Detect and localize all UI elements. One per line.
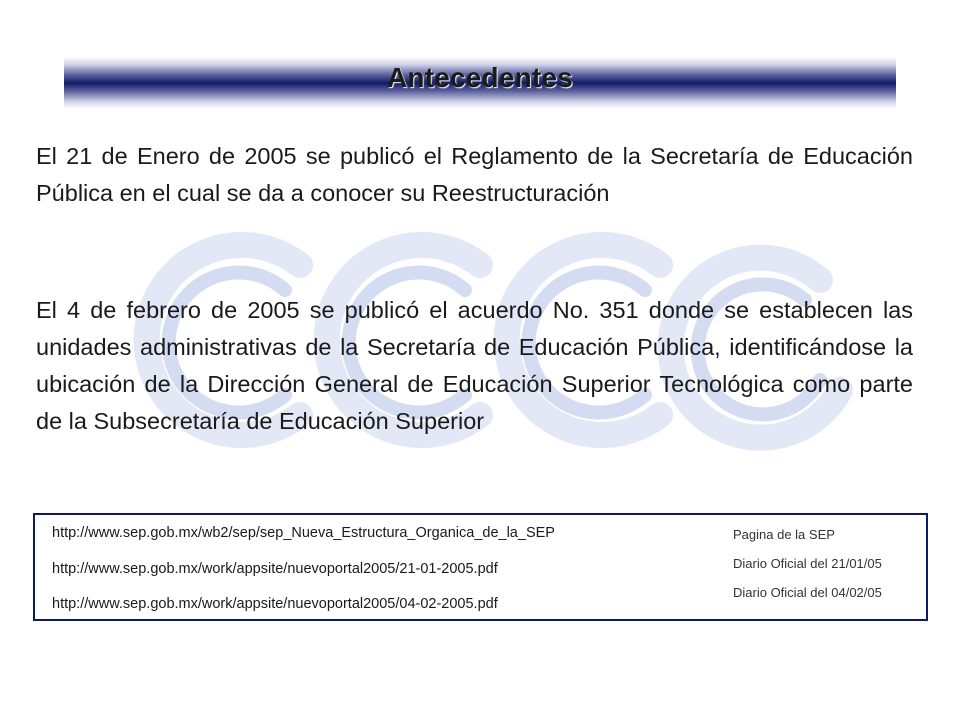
references-box (33, 513, 928, 621)
reference-url-sep[interactable]: http://www.sep.gob.mx/wb2/sep/sep_Nueva_Estructura_Organica_de_la_SEP (52, 525, 555, 541)
reference-source-dof-04-02: Diario Oficial del 04/02/05 (733, 585, 882, 600)
slide-title: Antecedentes (386, 62, 573, 93)
reference-url-dof-04-02[interactable]: http://www.sep.gob.mx/work/appsite/nuevoportal2005/04-02-2005.pdf (52, 596, 498, 612)
reference-source-dof-21-01: Diario Oficial del 21/01/05 (733, 556, 882, 571)
paragraph-acuerdo-351: El 4 de febrero de 2005 se publicó el acuerdo No. 351 donde se establecen las unidades administrativas de la Secretaría de Educación Pública, identificándose la ubicación de la Dirección General de Educación Superior Tecnológica como parte de la Subsecretaría de Educación Superior (36, 297, 913, 434)
reference-source-sep: Pagina de la SEP (733, 527, 835, 542)
paragraph-reglamento: El 21 de Enero de 2005 se publicó el Reglamento de la Secretaría de Educación Pública en el cual se da a conocer su Reestructuración (36, 143, 913, 206)
reference-url-dof-21-01[interactable]: http://www.sep.gob.mx/work/appsite/nuevoportal2005/21-01-2005.pdf (52, 561, 498, 577)
